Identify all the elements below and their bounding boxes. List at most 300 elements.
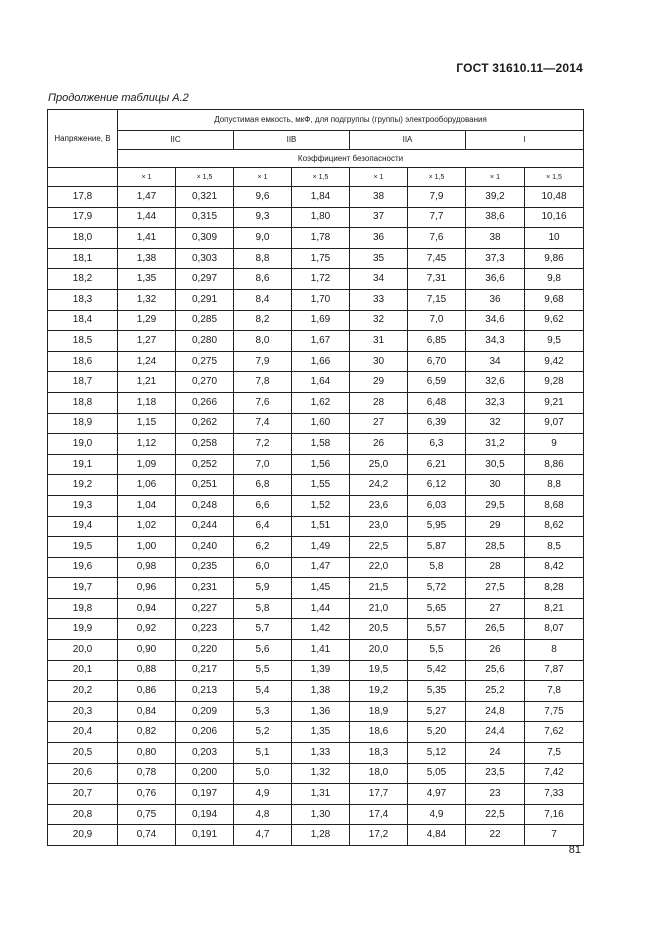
capacitance-cell: 0,82 — [118, 722, 176, 743]
capacitance-cell: 39,2 — [466, 187, 525, 208]
capacitance-cell: 38 — [466, 228, 525, 249]
capacitance-cell: 5,3 — [234, 701, 292, 722]
capacitance-cell: 9,62 — [525, 310, 584, 331]
capacitance-cell: 32,6 — [466, 372, 525, 393]
voltage-cell: 19,3 — [48, 495, 118, 516]
voltage-cell: 20,0 — [48, 640, 118, 661]
table-row — [48, 228, 584, 249]
factor-header: × 1 — [350, 168, 408, 187]
capacitance-cell: 1,41 — [118, 228, 176, 249]
capacitance-cell: 23,5 — [466, 763, 525, 784]
voltage-cell: 20,9 — [48, 825, 118, 846]
capacitance-cell: 34,6 — [466, 310, 525, 331]
table-row — [48, 784, 584, 805]
capacitance-cell: 31 — [350, 331, 408, 352]
capacitance-cell: 1,60 — [292, 413, 350, 434]
voltage-cell: 19,5 — [48, 537, 118, 558]
capacitance-cell: 30,5 — [466, 454, 525, 475]
page-number: 81 — [568, 844, 581, 856]
voltage-cell: 19,2 — [48, 475, 118, 496]
capacitance-cell: 9,21 — [525, 392, 584, 413]
capacitance-cell: 9 — [525, 434, 584, 455]
capacitance-cell: 4,9 — [234, 784, 292, 805]
capacitance-cell: 0,86 — [118, 681, 176, 702]
table-row — [48, 640, 584, 661]
voltage-cell: 19,4 — [48, 516, 118, 537]
factor-header: × 1 — [118, 168, 176, 187]
capacitance-cell: 5,9 — [234, 578, 292, 599]
capacitance-cell: 7,7 — [408, 207, 466, 228]
capacitance-cell: 0,270 — [176, 372, 234, 393]
capacitance-cell: 1,45 — [292, 578, 350, 599]
capacitance-cell: 8,2 — [234, 310, 292, 331]
voltage-cell: 17,9 — [48, 207, 118, 228]
capacitance-cell: 7,2 — [234, 434, 292, 455]
capacitance-cell: 5,1 — [234, 743, 292, 764]
capacitance-cell: 9,42 — [525, 351, 584, 372]
capacitance-cell: 17,4 — [350, 804, 408, 825]
table-row — [48, 743, 584, 764]
capacitance-cell: 0,88 — [118, 660, 176, 681]
group-header-iia: IIA — [350, 131, 466, 150]
capacitance-cell: 1,28 — [292, 825, 350, 846]
capacitance-cell: 37,3 — [466, 248, 525, 269]
table-row — [48, 475, 584, 496]
capacitance-cell: 0,96 — [118, 578, 176, 599]
table-row — [48, 207, 584, 228]
capacitance-cell: 6,59 — [408, 372, 466, 393]
table-row — [48, 392, 584, 413]
capacitance-cell: 0,315 — [176, 207, 234, 228]
capacitance-cell: 18,6 — [350, 722, 408, 743]
capacitance-cell: 0,209 — [176, 701, 234, 722]
capacitance-cell: 1,42 — [292, 619, 350, 640]
capacitance-cell: 7,42 — [525, 763, 584, 784]
table-row — [48, 310, 584, 331]
capacitance-cell: 1,32 — [292, 763, 350, 784]
capacitance-cell: 6,85 — [408, 331, 466, 352]
capacitance-cell: 0,217 — [176, 660, 234, 681]
capacitance-cell: 5,12 — [408, 743, 466, 764]
capacitance-cell: 24,8 — [466, 701, 525, 722]
capacitance-cell: 1,75 — [292, 248, 350, 269]
capacitance-cell: 35 — [350, 248, 408, 269]
capacitance-cell: 1,72 — [292, 269, 350, 290]
capacitance-cell: 18,3 — [350, 743, 408, 764]
capacitance-cell: 31,2 — [466, 434, 525, 455]
capacitance-cell: 1,64 — [292, 372, 350, 393]
capacitance-cell: 8,6 — [234, 269, 292, 290]
group-header-i: I — [466, 131, 584, 150]
capacitance-cell: 7 — [525, 825, 584, 846]
voltage-cell: 20,3 — [48, 701, 118, 722]
capacitance-cell: 9,07 — [525, 413, 584, 434]
capacitance-cell: 23,0 — [350, 516, 408, 537]
capacitance-cell: 0,203 — [176, 743, 234, 764]
capacitance-cell: 20,0 — [350, 640, 408, 661]
capacitance-cell: 27 — [466, 598, 525, 619]
group-header-iic: IIC — [118, 131, 234, 150]
capacitance-cell: 1,49 — [292, 537, 350, 558]
capacitance-cell: 7,0 — [234, 454, 292, 475]
capacitance-cell: 32 — [466, 413, 525, 434]
capacitance-cell: 4,9 — [408, 804, 466, 825]
capacitance-cell: 5,8 — [408, 557, 466, 578]
capacitance-cell: 34,3 — [466, 331, 525, 352]
capacitance-cell: 32,3 — [466, 392, 525, 413]
capacitance-cell: 0,297 — [176, 269, 234, 290]
capacitance-cell: 1,44 — [292, 598, 350, 619]
capacitance-cell: 9,28 — [525, 372, 584, 393]
capacitance-cell: 7,0 — [408, 310, 466, 331]
group-header-iib: IIB — [234, 131, 350, 150]
capacitance-cell: 1,04 — [118, 495, 176, 516]
capacitance-cell: 29,5 — [466, 495, 525, 516]
capacitance-cell: 0,206 — [176, 722, 234, 743]
capacitance-cell: 0,94 — [118, 598, 176, 619]
capacitance-cell: 1,84 — [292, 187, 350, 208]
capacitance-cell: 1,52 — [292, 495, 350, 516]
capacitance-cell: 0,244 — [176, 516, 234, 537]
capacitance-cell: 0,213 — [176, 681, 234, 702]
capacitance-cell: 36 — [350, 228, 408, 249]
capacitance-cell: 1,62 — [292, 392, 350, 413]
capacitance-cell: 7,75 — [525, 701, 584, 722]
capacitance-cell: 6,0 — [234, 557, 292, 578]
capacitance-cell: 26 — [466, 640, 525, 661]
voltage-cell: 20,2 — [48, 681, 118, 702]
capacitance-cell: 21,5 — [350, 578, 408, 599]
capacitance-cell: 6,6 — [234, 495, 292, 516]
capacitance-cell: 5,8 — [234, 598, 292, 619]
capacitance-cell: 9,86 — [525, 248, 584, 269]
capacitance-cell: 21,0 — [350, 598, 408, 619]
table-row — [48, 681, 584, 702]
capacitance-cell: 18,9 — [350, 701, 408, 722]
capacitance-cell: 30 — [466, 475, 525, 496]
capacitance-cell: 4,97 — [408, 784, 466, 805]
capacitance-cell: 1,39 — [292, 660, 350, 681]
capacitance-cell: 0,90 — [118, 640, 176, 661]
capacitance-cell: 7,87 — [525, 660, 584, 681]
voltage-cell: 20,6 — [48, 763, 118, 784]
capacitance-cell: 0,303 — [176, 248, 234, 269]
capacitance-cell: 32 — [350, 310, 408, 331]
capacitance-cell: 1,31 — [292, 784, 350, 805]
voltage-cell: 19,0 — [48, 434, 118, 455]
table-row — [48, 537, 584, 558]
capacitance-cell: 0,74 — [118, 825, 176, 846]
voltage-cell: 18,5 — [48, 331, 118, 352]
capacitance-cell: 10 — [525, 228, 584, 249]
factor-header: × 1,5 — [525, 168, 584, 187]
voltage-cell: 20,5 — [48, 743, 118, 764]
capacitance-cell: 5,72 — [408, 578, 466, 599]
capacitance-cell: 22 — [466, 825, 525, 846]
capacitance-cell: 0,258 — [176, 434, 234, 455]
capacitance-cell: 1,56 — [292, 454, 350, 475]
empty-cell — [48, 168, 118, 187]
capacitance-cell: 0,76 — [118, 784, 176, 805]
capacitance-cell: 7,45 — [408, 248, 466, 269]
capacitance-cell: 0,84 — [118, 701, 176, 722]
capacitance-cell: 0,200 — [176, 763, 234, 784]
capacitance-cell: 0,235 — [176, 557, 234, 578]
capacitance-cell: 8,86 — [525, 454, 584, 475]
capacitance-cell: 0,266 — [176, 392, 234, 413]
capacitance-cell: 6,4 — [234, 516, 292, 537]
capacitance-cell: 9,0 — [234, 228, 292, 249]
table-row — [48, 619, 584, 640]
table-row — [48, 289, 584, 310]
voltage-cell: 20,7 — [48, 784, 118, 805]
capacitance-cell: 5,57 — [408, 619, 466, 640]
capacitance-cell: 10,16 — [525, 207, 584, 228]
capacitance-cell: 22,5 — [350, 537, 408, 558]
voltage-cell: 17,8 — [48, 187, 118, 208]
capacitance-cell: 25,6 — [466, 660, 525, 681]
capacitance-cell: 8,0 — [234, 331, 292, 352]
capacitance-cell: 8,68 — [525, 495, 584, 516]
capacitance-cell: 34 — [466, 351, 525, 372]
capacitance-cell: 38,6 — [466, 207, 525, 228]
table-row — [48, 516, 584, 537]
capacitance-cell: 5,20 — [408, 722, 466, 743]
voltage-cell: 19,7 — [48, 578, 118, 599]
capacitance-cell: 1,47 — [292, 557, 350, 578]
table-row — [48, 454, 584, 475]
capacitance-cell: 0,252 — [176, 454, 234, 475]
capacitance-cell: 7,33 — [525, 784, 584, 805]
capacitance-cell: 0,275 — [176, 351, 234, 372]
capacitance-cell: 6,03 — [408, 495, 466, 516]
capacitance-cell: 1,38 — [292, 681, 350, 702]
capacitance-cell: 10,48 — [525, 187, 584, 208]
capacitance-cell: 7,8 — [234, 372, 292, 393]
table-row — [48, 413, 584, 434]
capacitance-cell: 1,21 — [118, 372, 176, 393]
table-row — [48, 825, 584, 846]
table-row — [48, 434, 584, 455]
capacitance-cell: 7,9 — [408, 187, 466, 208]
capacitance-cell: 5,87 — [408, 537, 466, 558]
capacitance-cell: 1,32 — [118, 289, 176, 310]
capacitance-cell: 1,41 — [292, 640, 350, 661]
capacitance-cell: 36,6 — [466, 269, 525, 290]
capacitance-cell: 19,5 — [350, 660, 408, 681]
voltage-cell: 19,8 — [48, 598, 118, 619]
capacitance-cell: 34 — [350, 269, 408, 290]
capacitance-cell: 0,220 — [176, 640, 234, 661]
capacitance-cell: 8 — [525, 640, 584, 661]
capacitance-cell: 1,15 — [118, 413, 176, 434]
capacitance-cell: 0,78 — [118, 763, 176, 784]
capacitance-cell: 9,3 — [234, 207, 292, 228]
capacitance-cell: 9,5 — [525, 331, 584, 352]
capacitance-cell: 1,09 — [118, 454, 176, 475]
voltage-cell: 18,9 — [48, 413, 118, 434]
table-caption: Продолжение таблицы А.2 — [48, 92, 189, 104]
capacitance-cell: 24,4 — [466, 722, 525, 743]
capacitance-cell: 1,67 — [292, 331, 350, 352]
capacitance-cell: 17,2 — [350, 825, 408, 846]
capacitance-cell: 36 — [466, 289, 525, 310]
capacitance-cell: 5,35 — [408, 681, 466, 702]
capacitance-cell: 6,70 — [408, 351, 466, 372]
voltage-cell: 19,1 — [48, 454, 118, 475]
table-row — [48, 495, 584, 516]
table-row — [48, 372, 584, 393]
capacitance-cell: 4,8 — [234, 804, 292, 825]
capacitance-cell: 0,191 — [176, 825, 234, 846]
capacitance-cell: 1,55 — [292, 475, 350, 496]
table-row — [48, 269, 584, 290]
capacitance-cell: 0,248 — [176, 495, 234, 516]
capacitance-cell: 0,98 — [118, 557, 176, 578]
table-row — [48, 804, 584, 825]
table-row — [48, 598, 584, 619]
capacitance-cell: 0,197 — [176, 784, 234, 805]
capacitance-cell: 1,47 — [118, 187, 176, 208]
capacitance-cell: 0,285 — [176, 310, 234, 331]
capacitance-cell: 27 — [350, 413, 408, 434]
capacitance-cell: 9,68 — [525, 289, 584, 310]
capacitance-cell: 5,6 — [234, 640, 292, 661]
voltage-cell: 18,0 — [48, 228, 118, 249]
capacitance-cell: 22,5 — [466, 804, 525, 825]
table-row — [48, 187, 584, 208]
capacitance-cell: 0,80 — [118, 743, 176, 764]
capacitance-cell: 4,84 — [408, 825, 466, 846]
table-row — [48, 763, 584, 784]
capacitance-cell: 8,8 — [525, 475, 584, 496]
table-row — [48, 660, 584, 681]
capacitance-cell: 9,6 — [234, 187, 292, 208]
capacitance-cell: 7,62 — [525, 722, 584, 743]
standard-code: ГОСТ 31610.11—2014 — [456, 61, 583, 75]
capacitance-cell: 8,62 — [525, 516, 584, 537]
table-row — [48, 722, 584, 743]
voltage-cell: 18,6 — [48, 351, 118, 372]
table-row — [48, 557, 584, 578]
capacitance-cell: 1,58 — [292, 434, 350, 455]
capacitance-cell: 7,31 — [408, 269, 466, 290]
voltage-cell: 18,4 — [48, 310, 118, 331]
table-row — [48, 701, 584, 722]
capacitance-cell: 1,33 — [292, 743, 350, 764]
capacitance-cell: 6,2 — [234, 537, 292, 558]
capacitance-cell: 1,29 — [118, 310, 176, 331]
capacitance-cell: 5,0 — [234, 763, 292, 784]
capacitance-cell: 1,36 — [292, 701, 350, 722]
capacitance-cell: 5,65 — [408, 598, 466, 619]
voltage-cell: 20,4 — [48, 722, 118, 743]
voltage-cell: 18,1 — [48, 248, 118, 269]
capacitance-cell: 7,6 — [234, 392, 292, 413]
voltage-cell: 18,2 — [48, 269, 118, 290]
capacitance-cell: 0,223 — [176, 619, 234, 640]
capacitance-cell: 0,227 — [176, 598, 234, 619]
capacitance-cell: 4,7 — [234, 825, 292, 846]
capacitance-cell: 1,78 — [292, 228, 350, 249]
capacitance-cell: 1,69 — [292, 310, 350, 331]
capacitance-cell: 19,2 — [350, 681, 408, 702]
capacitance-cell: 25,0 — [350, 454, 408, 475]
capacitance-cell: 0,231 — [176, 578, 234, 599]
capacitance-cell: 7,5 — [525, 743, 584, 764]
capacitance-cell: 30 — [350, 351, 408, 372]
capacitance-cell: 5,5 — [234, 660, 292, 681]
capacitance-cell: 6,21 — [408, 454, 466, 475]
capacitance-cell: 38 — [350, 187, 408, 208]
voltage-cell: 18,8 — [48, 392, 118, 413]
capacitance-cell: 20,5 — [350, 619, 408, 640]
capacitance-cell: 1,51 — [292, 516, 350, 537]
capacitance-cell: 5,42 — [408, 660, 466, 681]
voltage-cell: 18,3 — [48, 289, 118, 310]
capacitance-cell: 26,5 — [466, 619, 525, 640]
capacitance-cell: 6,48 — [408, 392, 466, 413]
capacitance-cell: 8,21 — [525, 598, 584, 619]
capacitance-cell: 5,05 — [408, 763, 466, 784]
capacitance-cell: 1,35 — [118, 269, 176, 290]
capacitance-cell: 1,24 — [118, 351, 176, 372]
capacitance-cell: 28,5 — [466, 537, 525, 558]
capacitance-cell: 8,42 — [525, 557, 584, 578]
capacitance-cell: 1,12 — [118, 434, 176, 455]
capacitance-cell: 7,16 — [525, 804, 584, 825]
factor-header: × 1 — [234, 168, 292, 187]
capacitance-cell: 8,28 — [525, 578, 584, 599]
capacitance-cell: 1,35 — [292, 722, 350, 743]
capacitance-cell: 37 — [350, 207, 408, 228]
table-row — [48, 331, 584, 352]
voltage-header: Напряжение, В — [48, 110, 118, 168]
capacitance-cell: 28 — [466, 557, 525, 578]
capacitance-cell: 0,92 — [118, 619, 176, 640]
capacitance-table — [47, 109, 584, 846]
capacitance-cell: 27,5 — [466, 578, 525, 599]
capacitance-cell: 33 — [350, 289, 408, 310]
capacitance-cell: 6,12 — [408, 475, 466, 496]
capacitance-cell: 5,4 — [234, 681, 292, 702]
capacitance-cell: 1,30 — [292, 804, 350, 825]
capacitance-cell: 28 — [350, 392, 408, 413]
capacitance-cell: 1,00 — [118, 537, 176, 558]
voltage-cell: 18,7 — [48, 372, 118, 393]
capacitance-cell: 6,39 — [408, 413, 466, 434]
capacitance-cell: 25,2 — [466, 681, 525, 702]
capacitance-header: Допустимая емкость, мкФ, для подгруппы (группы) электрооборудования — [118, 110, 584, 131]
capacitance-cell: 1,27 — [118, 331, 176, 352]
capacitance-cell: 1,70 — [292, 289, 350, 310]
capacitance-cell: 5,95 — [408, 516, 466, 537]
capacitance-cell: 17,7 — [350, 784, 408, 805]
capacitance-cell: 23,6 — [350, 495, 408, 516]
capacitance-cell: 0,240 — [176, 537, 234, 558]
capacitance-cell: 1,80 — [292, 207, 350, 228]
capacitance-cell: 23 — [466, 784, 525, 805]
capacitance-cell: 29 — [350, 372, 408, 393]
capacitance-cell: 5,5 — [408, 640, 466, 661]
capacitance-cell: 1,66 — [292, 351, 350, 372]
capacitance-cell: 22,0 — [350, 557, 408, 578]
capacitance-cell: 24 — [466, 743, 525, 764]
capacitance-cell: 18,0 — [350, 763, 408, 784]
capacitance-cell: 0,262 — [176, 413, 234, 434]
factor-header: × 1,5 — [176, 168, 234, 187]
table-row — [48, 248, 584, 269]
